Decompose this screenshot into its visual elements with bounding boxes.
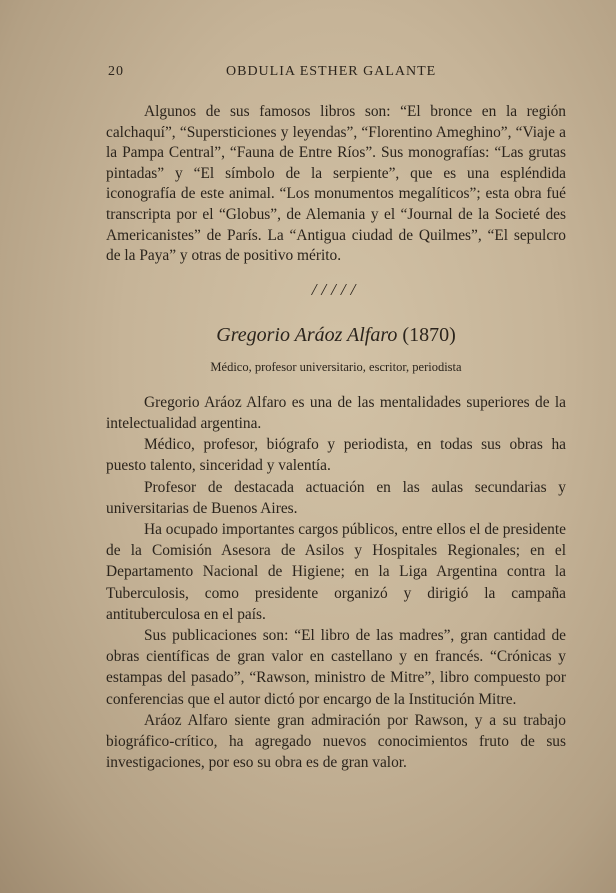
page-number: 20	[108, 64, 124, 79]
running-head: OBDULIA ESTHER GALANTE	[226, 64, 437, 79]
biography-name: Gregorio Aráoz Alfaro	[216, 323, 398, 346]
biography-paragraph: Profesor de destacada actuación en las aulas secundarias y universitarias de Buenos Aires.	[106, 478, 566, 517]
section-separator: /////	[311, 279, 361, 299]
biography-paragraph: Gregorio Aráoz Alfaro es una de las mentalidades superiores de la intelectualidad argentina.	[106, 393, 566, 432]
intro-paragraph: Algunos de sus famosos libros son: “El bronce en la región calchaquí”, “Supersticiones y leyendas”, “Florentino Ameghino”, “Viaje a la Pampa Central”, “Fauna de Entre Ríos”. Sus monografías: “Las grutas pintadas” y “El símbolo de la serpiente”, que es una espléndida iconografía de este animal. “Los monumentos megalíticos”; esta obra fué transcripta por el “Globus”, de Alemania y el “Journal de la Societé des Americanistes” de París. La “Antigua ciudad de Quilmes”, “El sepulcro de la Paya” y otras de positivo mérito.	[106, 103, 566, 265]
biography-paragraph: Médico, profesor, biógrafo y periodista, en todas sus obras ha puesto talento, sinceridad y valentía.	[106, 436, 566, 475]
text-column	[106, 102, 566, 773]
page-header	[108, 64, 568, 84]
biography-paragraph: Sus publicaciones son: “El libro de las madres”, gran cantidad de obras científicas de gran valor en castellano y en francés. “Crónicas y estampas del pasado”, “Rawson, ministro de Mitre”, libro compuesto por conferencias que el autor dictó por encargo de la Institución Mitre.	[106, 626, 566, 708]
biography-subtitle: Médico, profesor universitario, escritor, periodista	[210, 359, 462, 374]
biography-paragraph: Aráoz Alfaro siente gran admiración por Rawson, y a su trabajo biográfico-crítico, ha agregado nuevos conocimientos fruto de sus investigaciones, por eso su obra es de gran valor.	[106, 711, 566, 772]
biography-paragraph: Ha ocupado importantes cargos públicos, entre ellos el de presidente de la Comisión Asesora de Asilos y Hospitales Regionales; en el Departamento Nacional de Higiene; en la Liga Argentina contra la Tuberculosis, como presidente organizó y dirigió la campaña antituberculosa en el país.	[106, 520, 566, 623]
biography-body	[106, 392, 566, 774]
biography-year: (1870)	[402, 323, 456, 346]
biography-heading	[106, 322, 566, 348]
